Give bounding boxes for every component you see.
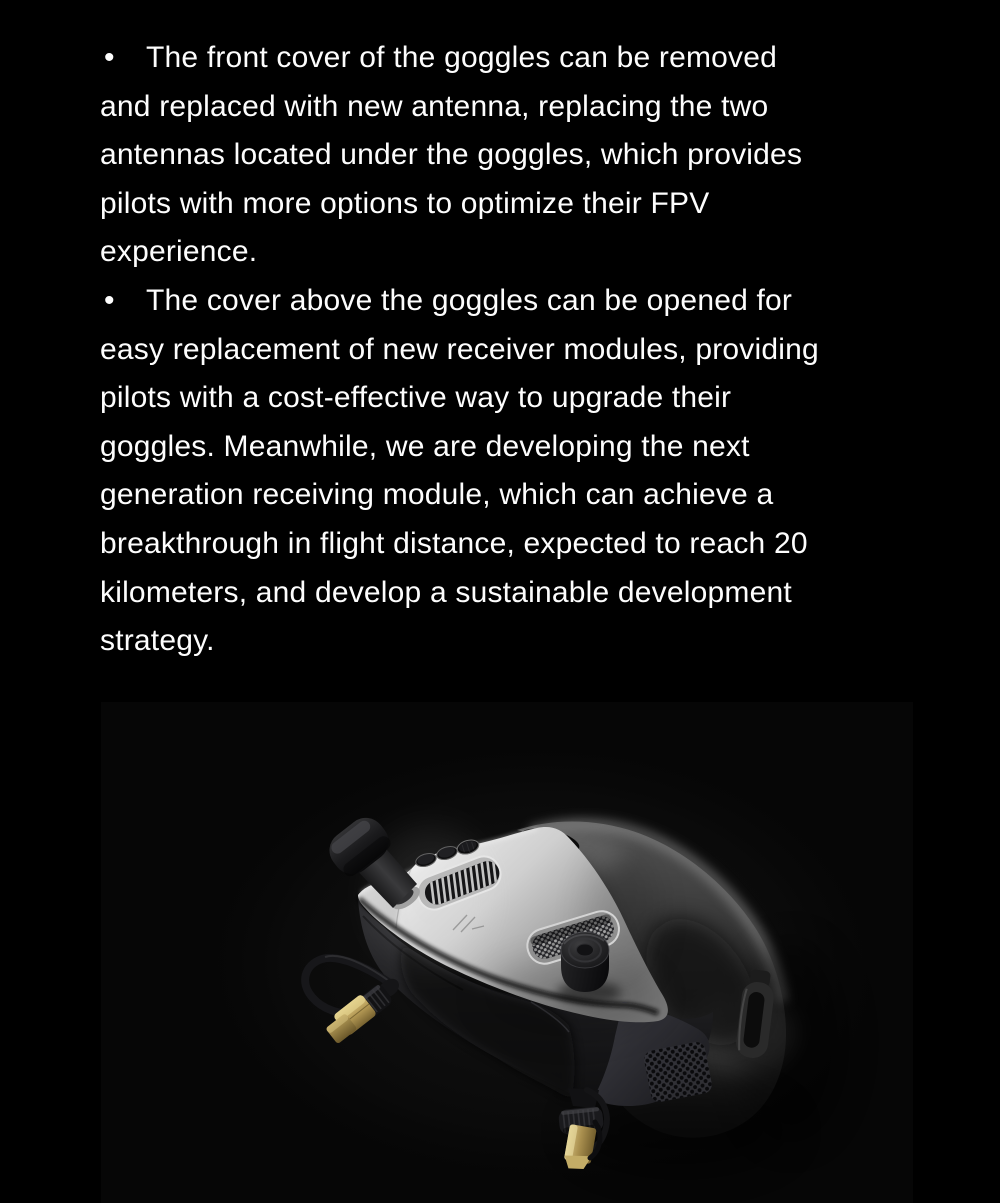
product-figure <box>101 702 913 1203</box>
text-line: breakthrough in flight distance, expected to reach 20 <box>100 526 808 560</box>
text-line: antennas located under the goggles, which provides <box>100 138 803 172</box>
article-text <box>100 34 912 666</box>
fpv-goggles-render <box>101 702 913 1203</box>
bullet-marker: • <box>104 41 115 74</box>
text-line-content: The front cover of the goggles can be removed <box>146 41 778 74</box>
bullet-paragraph-2 <box>100 277 912 666</box>
bullet-paragraph-1 <box>100 34 912 277</box>
bullet-marker: • <box>104 283 115 317</box>
text-line: pilots with more options to optimize their FPV <box>100 186 710 220</box>
text-line: strategy. <box>100 624 215 658</box>
text-line <box>100 34 912 83</box>
text-line <box>100 277 912 326</box>
text-line-content: The cover above the goggles can be opened for <box>146 283 793 317</box>
text-line: goggles. Meanwhile, we are developing the next <box>100 429 750 463</box>
text-line: kilometers, and develop a sustainable development <box>100 575 792 609</box>
text-line: pilots with a cost-effective way to upgrade their <box>100 381 732 415</box>
text-line: experience. <box>100 235 258 269</box>
text-line: easy replacement of new receiver modules, providing <box>100 332 819 366</box>
text-line: generation receiving module, which can achieve a <box>100 478 774 512</box>
text-line: and replaced with new antenna, replacing the two <box>100 89 769 123</box>
